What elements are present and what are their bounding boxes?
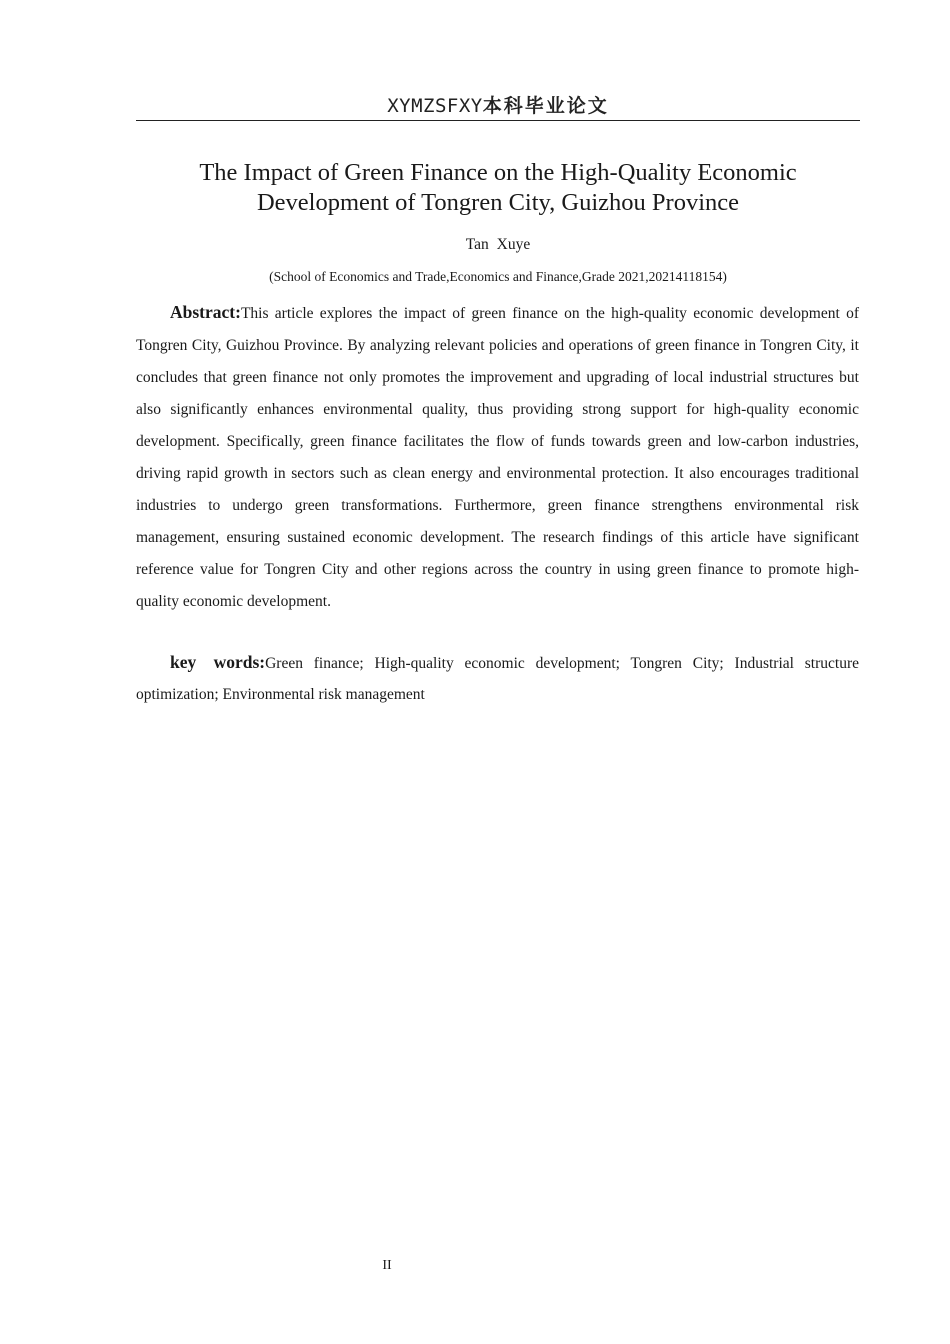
title-line-1: The Impact of Green Finance on the High-Quality Economic [199, 159, 797, 186]
keywords-text: Green finance; High-quality economic development; Tongren City; Industrial structure optimization; Environmental risk management [136, 655, 859, 703]
abstract-label: Abstract: [170, 302, 241, 322]
abstract-paragraph [136, 296, 859, 618]
header-title [387, 95, 609, 117]
running-header [136, 92, 860, 121]
title-line-2: Development of Tongren City, Guizhou Province [256, 189, 740, 216]
paper-title [136, 158, 860, 218]
abstract-text: This article explores the impact of green finance on the high-quality economic development of Tongren City, Guizhou Province. By analyzing relevant policies and operations of green finance in Tongren City, it concludes that green finance not only promotes the improvement and upgrading of local industrial structures but also significantly enhances environmental quality, thus providing strong support for high-quality economic development. Specifically, green finance facilitates the flow of funds towards green and low-carbon industries, driving rapid growth in sectors such as clean energy and environmental protection. It also encourages traditional industries to undergo green transformations. Furthermore, green finance strengthens environmental risk management, ensuring sustained economic development. The research findings of this article have significant reference value for Tongren City and other regions across the country in using green finance to promote high-quality economic development. [136, 305, 859, 610]
author-affiliation: (School of Economics and Trade,Economics and Finance,Grade 2021,20214118154) [269, 269, 727, 284]
header-latin: XYMZSFXY [387, 95, 483, 117]
page-number: II [382, 1258, 392, 1273]
keywords-label: key words: [170, 652, 266, 672]
author-name: Tan Xuye [465, 236, 531, 253]
header-chinese: 本科毕业论文 [482, 95, 609, 117]
keywords-paragraph [136, 647, 859, 710]
